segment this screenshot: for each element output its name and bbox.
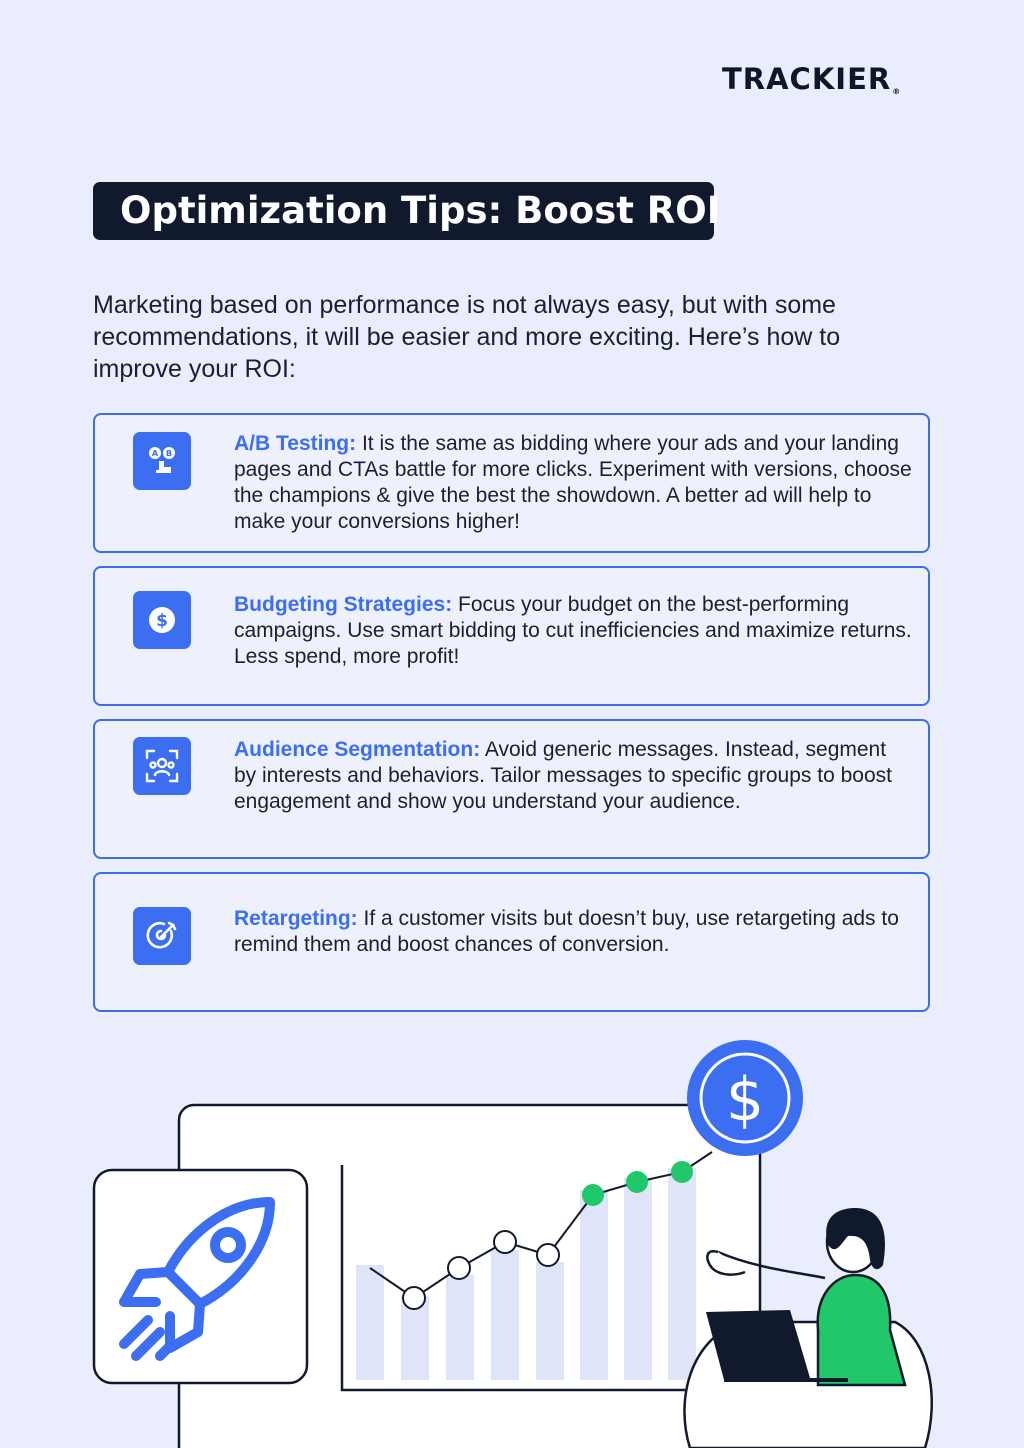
tip-card-budgeting — [93, 566, 930, 706]
dollar-coin-icon — [687, 1040, 803, 1156]
page-title: Optimization Tips: Boost ROI — [93, 182, 714, 240]
tip-text: Retargeting: If a customer visits but doesn’t buy, use retargeting ads to remind them and boost chances of conversion. — [234, 907, 899, 956]
svg-text:$: $ — [156, 611, 168, 631]
tip-card-audience — [93, 719, 930, 859]
audience-scan-icon — [133, 737, 191, 795]
tip-card-retargeting — [93, 872, 930, 1012]
svg-text:A: A — [151, 449, 159, 458]
tip-text: Budgeting Strategies: Focus your budget on the best-performing campaigns. Use smart bidding to cut inefficiencies and maximize returns. Less spend, more profit! — [234, 593, 912, 668]
growth-illustration — [0, 1040, 1024, 1448]
trackier-logo: TRACKIER® — [722, 62, 902, 96]
rocket-card — [94, 1170, 307, 1383]
tip-card-ab-testing — [93, 413, 930, 553]
ab-test-icon — [133, 432, 191, 490]
tip-text: Audience Segmentation: Avoid generic messages. Instead, segment by interests and behaviors. Tailor messages to specific groups to boost engagement and show you understand your audience. — [234, 738, 892, 813]
svg-text:B: B — [165, 449, 173, 458]
target-arrow-icon — [133, 907, 191, 965]
intro-paragraph: Marketing based on performance is not always easy, but with some recommendations, it will be easier and more exciting. Here’s how to improve your ROI: — [93, 291, 841, 383]
tip-text: A/B Testing: It is the same as bidding where your ads and your landing pages and CTAs battle for more clicks. Experiment with versions, choose the champions & give the best the showdown. A better ad will help to make your conversions higher! — [234, 432, 912, 533]
dollar-coin-icon — [133, 591, 191, 649]
svg-text:$: $ — [725, 1065, 765, 1135]
